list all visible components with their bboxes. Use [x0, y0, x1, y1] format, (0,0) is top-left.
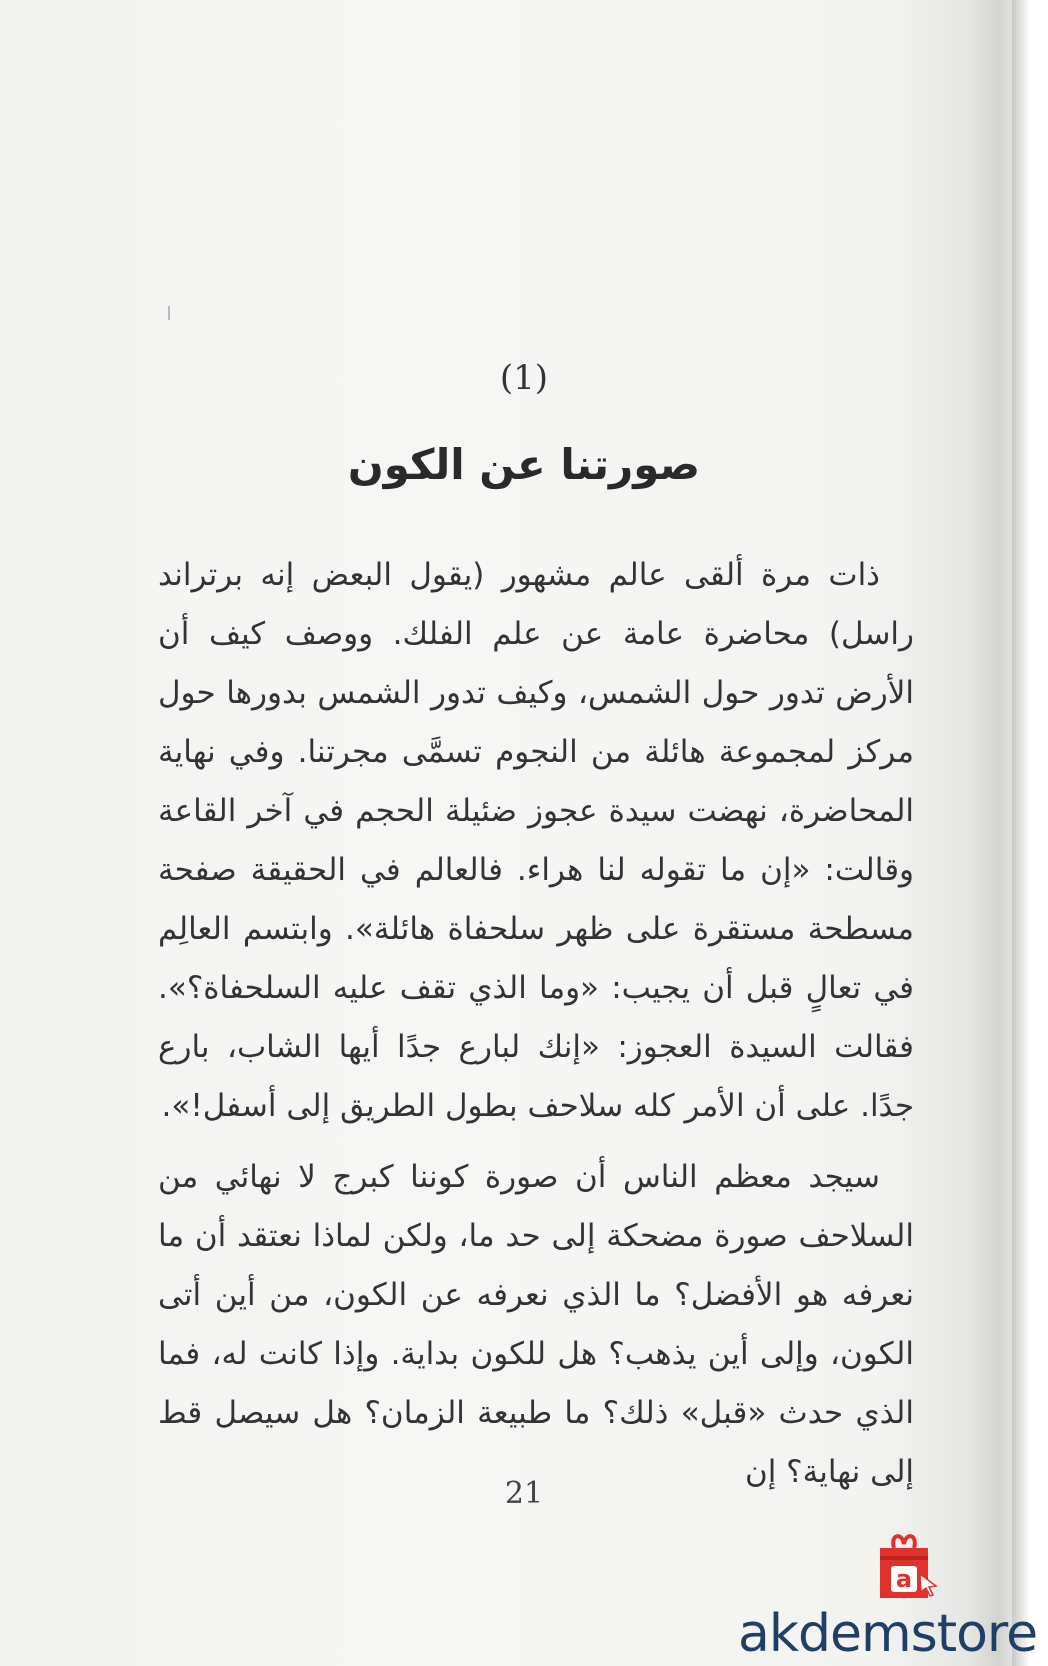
- chapter-title: صورتنا عن الكون: [347, 440, 701, 489]
- paragraph-1: ذات مرة ألقى عالم مشهور (يقول البعض إنه برتراند راسل) محاضرة عامة عن علم الفلك. ووصف كيف أن الأرض تدور حول الشمس، وكيف تدور الشمس بدورها حول مركز لمجموعة هائلة من النجوم تسمَّى مجرتنا. وفي نهاية المحاضرة، نهضت سيدة عجوز ضئيلة الحجم في آخر القاعة وقالت: «إن ما تقوله لنا هراء. فالعالم في الحقيقة صفحة مسطحة مستقرة على ظهر سلحفاة هائلة». وابتسم العالِم في تعالٍ قبل أن يجيب: «وما الذي تقف عليه السلحفاة؟». فقالت السيدة العجوز: «إنك لبارع جدًا أيها الشاب، بارع جدًا. على أن الأمر كله سلاحف بطول الطريق إلى أسفل!».: [158, 557, 914, 1124]
- paragraph-2: سيجد معظم الناس أن صورة كوننا كبرج لا نهائي من السلاحف صورة مضحكة إلى حد ما، ولكن لماذا نعتقد أن ما نعرفه هو الأفضل؟ ما الذي نعرفه عن الكون، من أين أتى الكون، وإلى أين يذهب؟ هل للكون بداية. وإذا كانت له، فما الذي حدث «قبل» ذلك؟ ما طبيعة الزمان؟ هل سيصل قط إلى نهاية؟ إن: [158, 1159, 914, 1490]
- store-watermark-logo: [738, 1526, 1048, 1666]
- gift-bag-letter: a: [895, 1565, 913, 1593]
- page-edge-shadow: [1012, 0, 1030, 1666]
- store-brand-text: akdemstore: [738, 1604, 1038, 1664]
- stray-mark: [168, 306, 170, 320]
- body-text: [158, 546, 914, 1502]
- gift-bag-icon: [866, 1526, 942, 1602]
- page-number: 21: [504, 1476, 544, 1511]
- chapter-number: (1): [499, 358, 549, 398]
